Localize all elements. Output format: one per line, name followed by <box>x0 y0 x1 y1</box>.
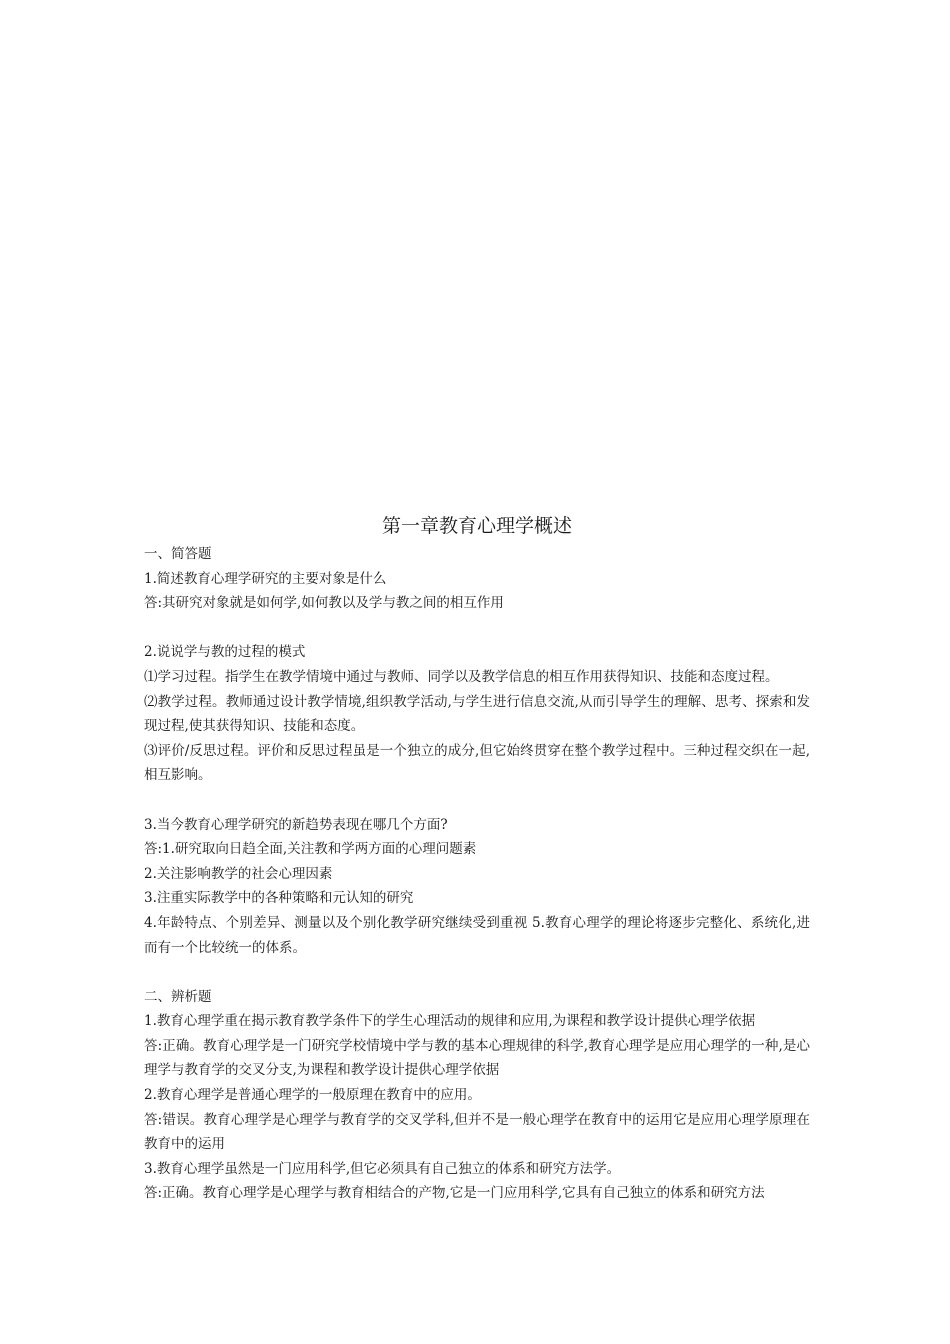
blank-line <box>144 616 810 641</box>
answer-3-item-2: 2.关注影响教学的社会心理因素 <box>144 865 333 882</box>
blank-line <box>144 960 810 985</box>
answer-2-item-2: ⑵教学过程。教师通过设计教学情境,组织教学活动,与学生进行信息交流,从而引导学生的理解、思考、探索和发现过程,使其获得知识、技能和态度。 <box>144 693 810 735</box>
statement-1: 1.教育心理学重在揭示教育教学条件下的学生心理活动的规律和应用,为课程和教学设计提供心理学依据 <box>144 1013 756 1030</box>
answer-1: 答:其研究对象就是如何学,如何教以及学与教之间的相互作用 <box>144 595 504 612</box>
section-heading: 一、简答题 <box>144 546 212 562</box>
answer-3-item-1: 答:1.研究取向日趋全面,关注教和学两方面的心理问题素 <box>144 841 477 858</box>
chapter-title: 第一章教育心理学概述 <box>381 515 572 537</box>
statement-2: 2.教育心理学是普通心理学的一般原理在教育中的应用。 <box>144 1087 481 1104</box>
question-3: 3.当今教育心理学研究的新趋势表现在哪几个方面? <box>144 816 448 833</box>
answer-statement-3: 答:正确。教育心理学是心理学与教育相结合的产物,它是一门应用科学,它具有自己独立的体系和研究方法 <box>144 1185 765 1202</box>
answer-2-item-3: ⑶评价/反思过程。评价和反思过程虽是一个独立的成分,但它始终贯穿在整个教学过程中。三种过程交织在一起,相互影响。 <box>144 742 810 784</box>
statement-3: 3.教育心理学虽然是一门应用科学,但它必须具有自己独立的体系和研究方法学。 <box>144 1160 621 1177</box>
answer-3-item-4: 4.年龄特点、个别差异、测量以及个别化教学研究继续受到重视 5.教育心理学的理论将逐步完整化、系统化,进而有一个比较统一的体系。 <box>144 914 810 956</box>
answer-2-item-1: ⑴学习过程。指学生在教学情境中通过与教师、同学以及教学信息的相互作用获得知识、技能和态度过程。 <box>144 668 779 685</box>
question-1: 1.简述教育心理学研究的主要对象是什么 <box>144 570 387 587</box>
section-short-answer <box>144 542 810 985</box>
answer-statement-1: 答:正确。教育心理学是一门研究学校情境中学与教的基本心理规律的科学,教育心理学是应用心理学的一种,是心理学与教育学的交叉分支,为课程和教学设计提供心理学依据 <box>144 1037 810 1079</box>
section-discrimination <box>144 985 810 1206</box>
answer-statement-2: 答:错误。教育心理学是心理学与教育学的交叉学科,但并不是一般心理学在教育中的运用它是应用心理学原理在教育中的运用 <box>144 1111 810 1153</box>
question-2: 2.说说学与教的过程的模式 <box>144 644 306 661</box>
blank-line <box>144 788 810 813</box>
document-body <box>144 512 810 1206</box>
section-heading: 二、辨析题 <box>144 988 212 1005</box>
answer-3-item-3: 3.注重实际教学中的各种策略和元认知的研究 <box>144 890 414 907</box>
